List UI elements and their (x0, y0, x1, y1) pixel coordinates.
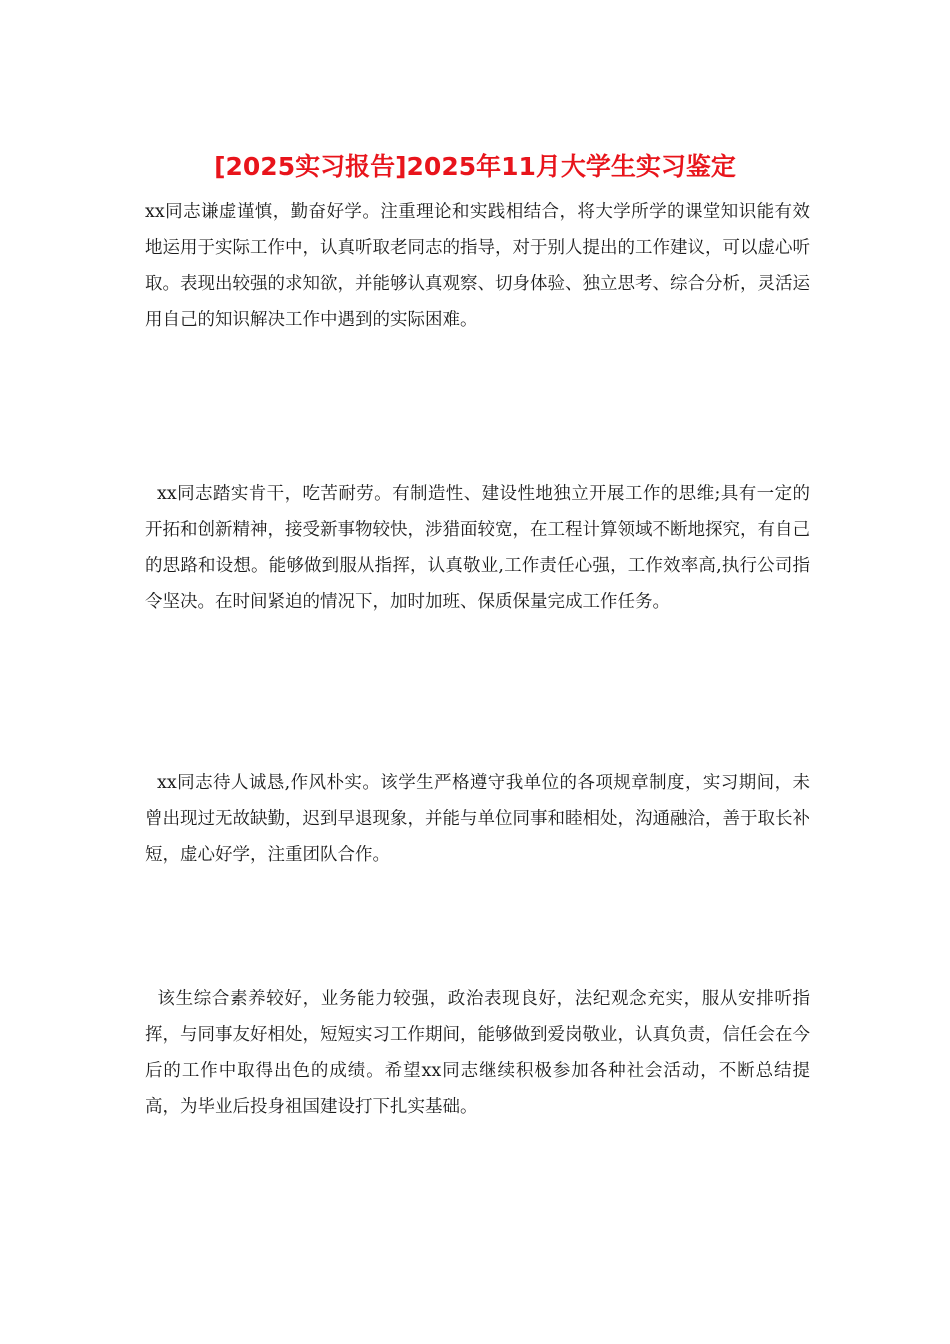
paragraph-1: xx同志谦虚谨慎，勤奋好学。注重理论和实践相结合，将大学所学的课堂知识能有效地运用于实际工作中，认真听取老同志的指导，对于别人提出的工作建议，可以虚心听取。表现出较强的求知欲，并能够认真观察、切身体验、独立思考、综合分析，灵活运用自己的知识解决工作中遇到的实际困难。 (145, 202, 810, 330)
document-title: [2025实习报告]2025年11月大学生实习鉴定 (214, 152, 736, 181)
paragraph-4: 该生综合素养较好，业务能力较强，政治表现良好，法纪观念充实，服从安排听指挥，与同事友好相处，短短实习工作期间，能够做到爱岗敬业，认真负责，信任会在今后的工作中取得出色的成绩。希望xx同志继续积极参加各种社会活动，不断总结提高，为毕业后投身祖国建设打下扎实基础。 (145, 989, 810, 1117)
paragraph-2: xx同志踏实肯干，吃苦耐劳。有制造性、建设性地独立开展工作的思维;具有一定的开拓和创新精神，接受新事物较快，涉猎面较宽，在工程计算领域不断地探究，有自己的思路和设想。能够做到服从指挥，认真敬业,工作责任心强，工作效率高,执行公司指令坚决。在时间紧迫的情况下，加时加班、保质保量完成工作任务。 (145, 484, 810, 612)
paragraph-3: xx同志待人诚恳,作风朴实。该学生严格遵守我单位的各项规章制度，实习期间，未曾出现过无故缺勤，迟到早退现象，并能与单位同事和睦相处，沟通融洽，善于取长补短，虚心好学，注重团队合作。 (145, 773, 810, 865)
